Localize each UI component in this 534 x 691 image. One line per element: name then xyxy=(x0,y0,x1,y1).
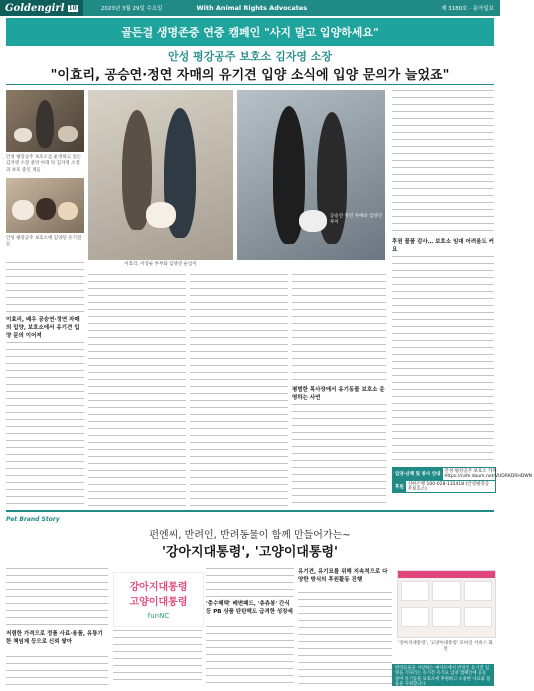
article-subhead: 안성 평강공주 보호소 김자영 소장 xyxy=(167,50,333,63)
brand-body-column xyxy=(6,656,108,686)
donation-account: 신한은행 100-028-135418 (안성평강공주보호소) xyxy=(407,482,490,492)
article-headline: "이효리, 공승연·정연 자매의 유기견 입양 소식에 입양 문의가 늘었죠" xyxy=(50,68,450,83)
section-title: With Animal Rights Advocates xyxy=(196,4,308,12)
article-body-column xyxy=(292,274,386,384)
logo xyxy=(0,0,83,16)
issue-date: 2023년 3월 29일 수요일 xyxy=(100,6,163,12)
info-label: 입양·산책 및 봉사 안내 xyxy=(393,468,443,480)
brand-logo-line: 강아지대통령 xyxy=(129,582,188,593)
photo-caption: 안성 평강공주 보호소에 입양된 유기견들 xyxy=(6,236,82,248)
article-body-column xyxy=(392,256,494,461)
brand-subsection: 저렴한 가격으로 정품 사료·용품, 유통기한 책임제 등으로 신뢰 쌓아 xyxy=(6,631,103,645)
article-subsection: 평범한 목사장에서 유기동물 보호소 운영하는 사연 xyxy=(292,387,385,401)
masthead xyxy=(0,0,500,16)
issue-number: 제 3180호 · 동아일보 xyxy=(441,6,494,12)
brand-story-subtitle: 펀엔씨, 반려인, 반려동물이 함께 만들어가는~ xyxy=(149,530,351,541)
campaign-banner: 골든걸 생명존중 연중 캠페인 "사지 말고 입양하세요" xyxy=(6,18,494,46)
brand-body-column xyxy=(6,568,108,628)
article-body-column xyxy=(6,342,84,506)
section-divider xyxy=(6,510,494,512)
article-body-column xyxy=(6,262,84,312)
shelter-director-photo xyxy=(6,90,84,152)
mobile-shop-screenshot xyxy=(397,570,496,638)
photo-caption: 공승연 정연 자매와 입양견 루이 xyxy=(330,214,383,226)
brand-body-column xyxy=(113,630,202,686)
photo-caption: 안성 평강공주 보호소를 운영하고 있는 김자영 소장 중앙 아래 턱 김자영 소장과 보호 중인 개들 xyxy=(6,155,82,173)
logo-text: Goldengirl xyxy=(5,2,65,14)
page-number: 10 xyxy=(68,4,77,12)
info-label: 후원 xyxy=(393,481,406,493)
brand-body-column xyxy=(206,568,294,598)
article-subsection: 이효리, 배우 공승연·정연 자매의 입양, 보호소에서 유기견 입양 문의 이어져 xyxy=(6,317,80,339)
article-body-column xyxy=(190,274,288,506)
celebrity-couple-photo xyxy=(88,90,233,260)
article-subsection: 후원 물품 감사… 보호소 임대 어려움도 커요 xyxy=(392,239,494,253)
article-body-column xyxy=(292,404,386,506)
section-label: Pet Brand Story xyxy=(6,516,60,523)
brand-body-column xyxy=(206,626,294,686)
brand-body-column xyxy=(298,592,392,686)
photo-caption: 이효리, 이상순 부부와 입양견 순심이 xyxy=(124,262,197,267)
divider xyxy=(6,84,494,85)
brand-logo xyxy=(113,572,204,627)
company-logo: funNC xyxy=(147,612,170,620)
celebrity-sisters-photo xyxy=(237,90,385,260)
article-body-column xyxy=(88,274,186,506)
adopted-dogs-photo xyxy=(6,178,84,233)
article-body-column xyxy=(392,90,494,236)
brand-logo-line: 고양이대통령 xyxy=(129,597,188,608)
campaign-footer: 반려동물을 사랑하는 메이트에서 반려인 유기견 입양을 기다리는 유기견 유기묘 입양 캠페인에 공동 참여 유기동물 보호소에 후원하고 소중한 사료와 물품을 지원합니다. xyxy=(392,664,494,686)
brand-subsection: '총수혜택' 배변패드, '츄츄봉' 간식 등 PB 상품 탄탄해도 급격한 성장세 xyxy=(206,601,293,615)
adoption-cafe-link[interactable]: 안성 평강공주 보호소 카페 https://cafe.daum.net/VUDRKDRHDWN xyxy=(444,469,533,479)
photo-caption: '강아지대통령', '고양이대통령' 모바일 서비스 화면 xyxy=(398,641,493,652)
brand-story-headline: '강아지대통령', '고양이대통령' xyxy=(161,545,339,560)
adoption-info-box xyxy=(392,467,533,493)
brand-subsection: 유기견, 유기묘를 위해 지속적으로 다양한 방식의 후원활동 진행 xyxy=(298,569,388,583)
